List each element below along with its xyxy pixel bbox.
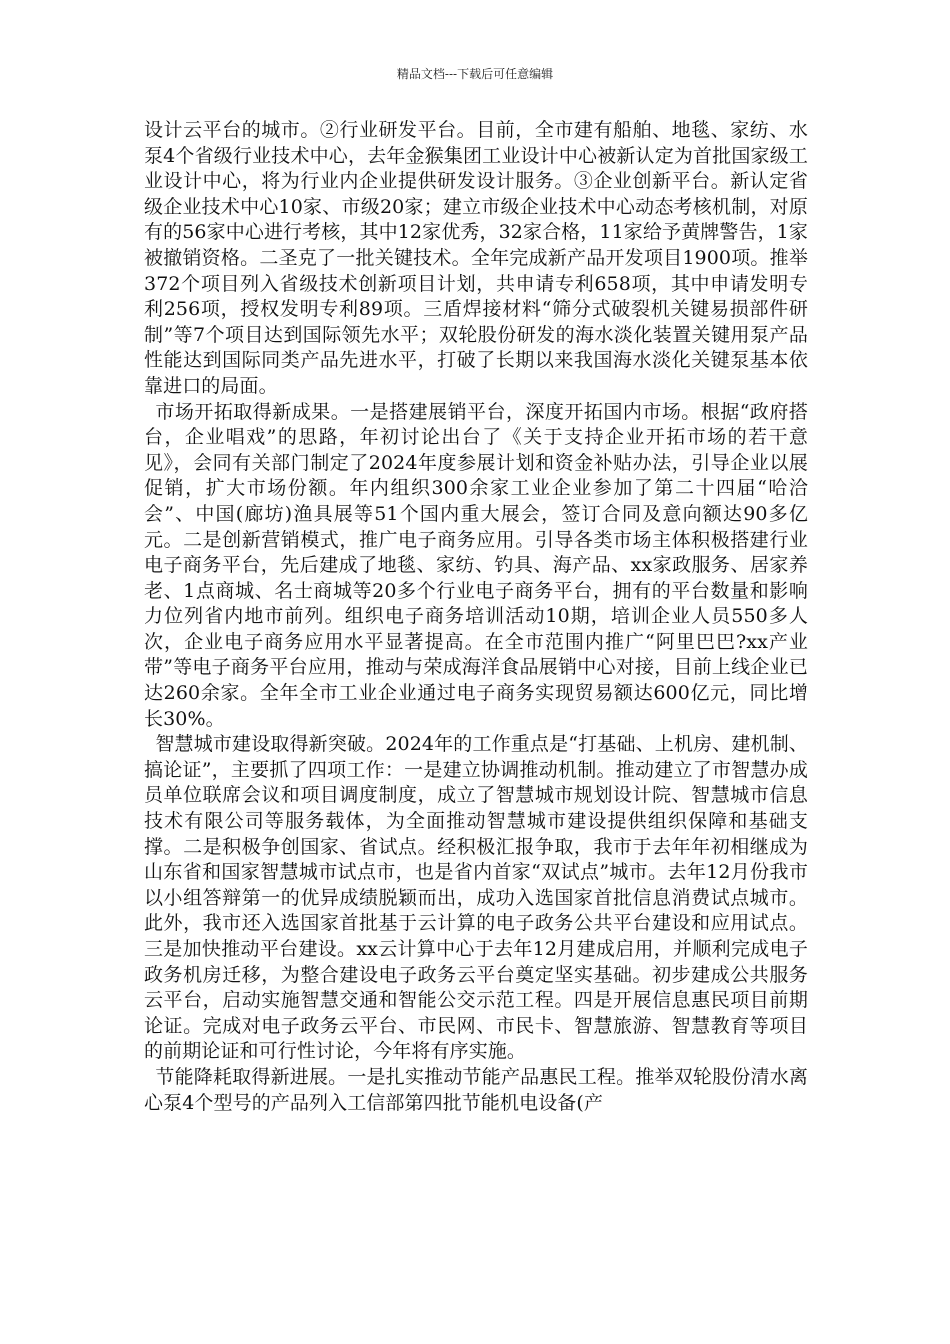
paragraph-market-expansion: 市场开拓取得新成果。一是搭建展销平台，深度开拓国内市场。根据“政府搭台，企业唱戏”的思路，年初讨论出台了《关于支持企业开拓市场的若干意见》，会同有关部门制定了2024年度参展计划和资金补贴办法，引导企业以展促销，扩大市场份额。年内组织300余家工业企业参加了第二十四届“哈洽会”、中国(廊坊)渔具展等51个国内重大展会，签订合同及意向额达90多亿元。二是创新营销模式，推广电子商务应用。引导各类市场主体积极搭建行业电子商务平台，先后建成了地毯、家纺、钓具、海产品、xx家政服务、居家养老、1点商城、名士商城等20多个行业电子商务平台，拥有的平台数量和影响力位列省内地市前列。组织电子商务培训活动10期，培训企业人员550多人次，企业电子商务应用水平显著提高。在全市范围内推广“阿里巴巴?xx产业带”等电子商务平台应用，推动与荣成海洋食品展销中心对接，目前上线企业已达260余家。全年全市工业企业通过电子商务实现贸易额达600亿元，同比增长30%。 xyxy=(144,400,808,730)
page-header: 精品文档---下载后可任意编辑 xyxy=(396,67,554,81)
paragraph-energy-saving: 节能降耗取得新进展。一是扎实推动节能产品惠民工程。推举双轮股份清水离心泵4个型号的产品列入工信部第四批节能机电设备(产 xyxy=(144,1065,808,1114)
paragraph-smart-city: 智慧城市建设取得新突破。2024年的工作重点是“打基础、上机房、建机制、搞论证”，主要抓了四项工作：一是建立协调推动机制。推动建立了市智慧办成员单位联席会议和项目调度制度，成立了智慧城市规划设计院、智慧城市信息技术有限公司等服务载体，为全面推动智慧城市建设提供组织保障和基础支撑。二是积极争创国家、省试点。经积极汇报争取，我市于去年年初相继成为山东省和国家智慧城市试点市，也是省内首家“双试点”城市。去年12月份我市以小组答辩第一的优异成绩脱颖而出，成功入选国家首批信息消费试点城市。此外，我市还入选国家首批基于云计算的电子政务公共平台建设和应用试点。三是加快推动平台建设。xx云计算中心于去年12月建成启用，并顺利完成电子政务机房迁移，为整合建设电子政务云平台奠定坚实基础。初步建成公共服务云平台，启动实施智慧交通和智能公交示范工程。四是开展信息惠民项目前期论证。完成对电子政务云平台、市民网、市民卡、智慧旅游、智慧教育等项目的前期论证和可行性讨论，今年将有序实施。 xyxy=(144,733,808,1063)
paragraph-innovation-platforms: 设计云平台的城市。②行业研发平台。目前，全市建有船舶、地毯、家纺、水泵4个省级行业技术中心，去年金猴集团工业设计中心被新认定为首批国家级工业设计中心，将为行业内企业提供研发设计服务。③企业创新平台。新认定省级企业技术中心10家、市级20家；建立市级企业技术中心动态考核机制，对原有的56家中心进行考核，其中12家优秀，32家合格，11家给予黄牌警告，1家被撤销资格。二圣克了一批关键技术。全年完成新产品开发项目1900项。推举372个项目列入省级技术创新项目计划，共申请专利658项，其中申请发明专利256项，授权发明专利89项。三盾焊接材料“筛分式破裂机关键易损部件研制”等7个项目达到国际领先水平；双轮股份研发的海水淡化装置关键用泵产品性能达到国际同类产品先进水平，打破了长期以来我国海水淡化关键泵基本依靠进口的局面。 xyxy=(144,119,808,397)
document-body xyxy=(144,118,808,1116)
